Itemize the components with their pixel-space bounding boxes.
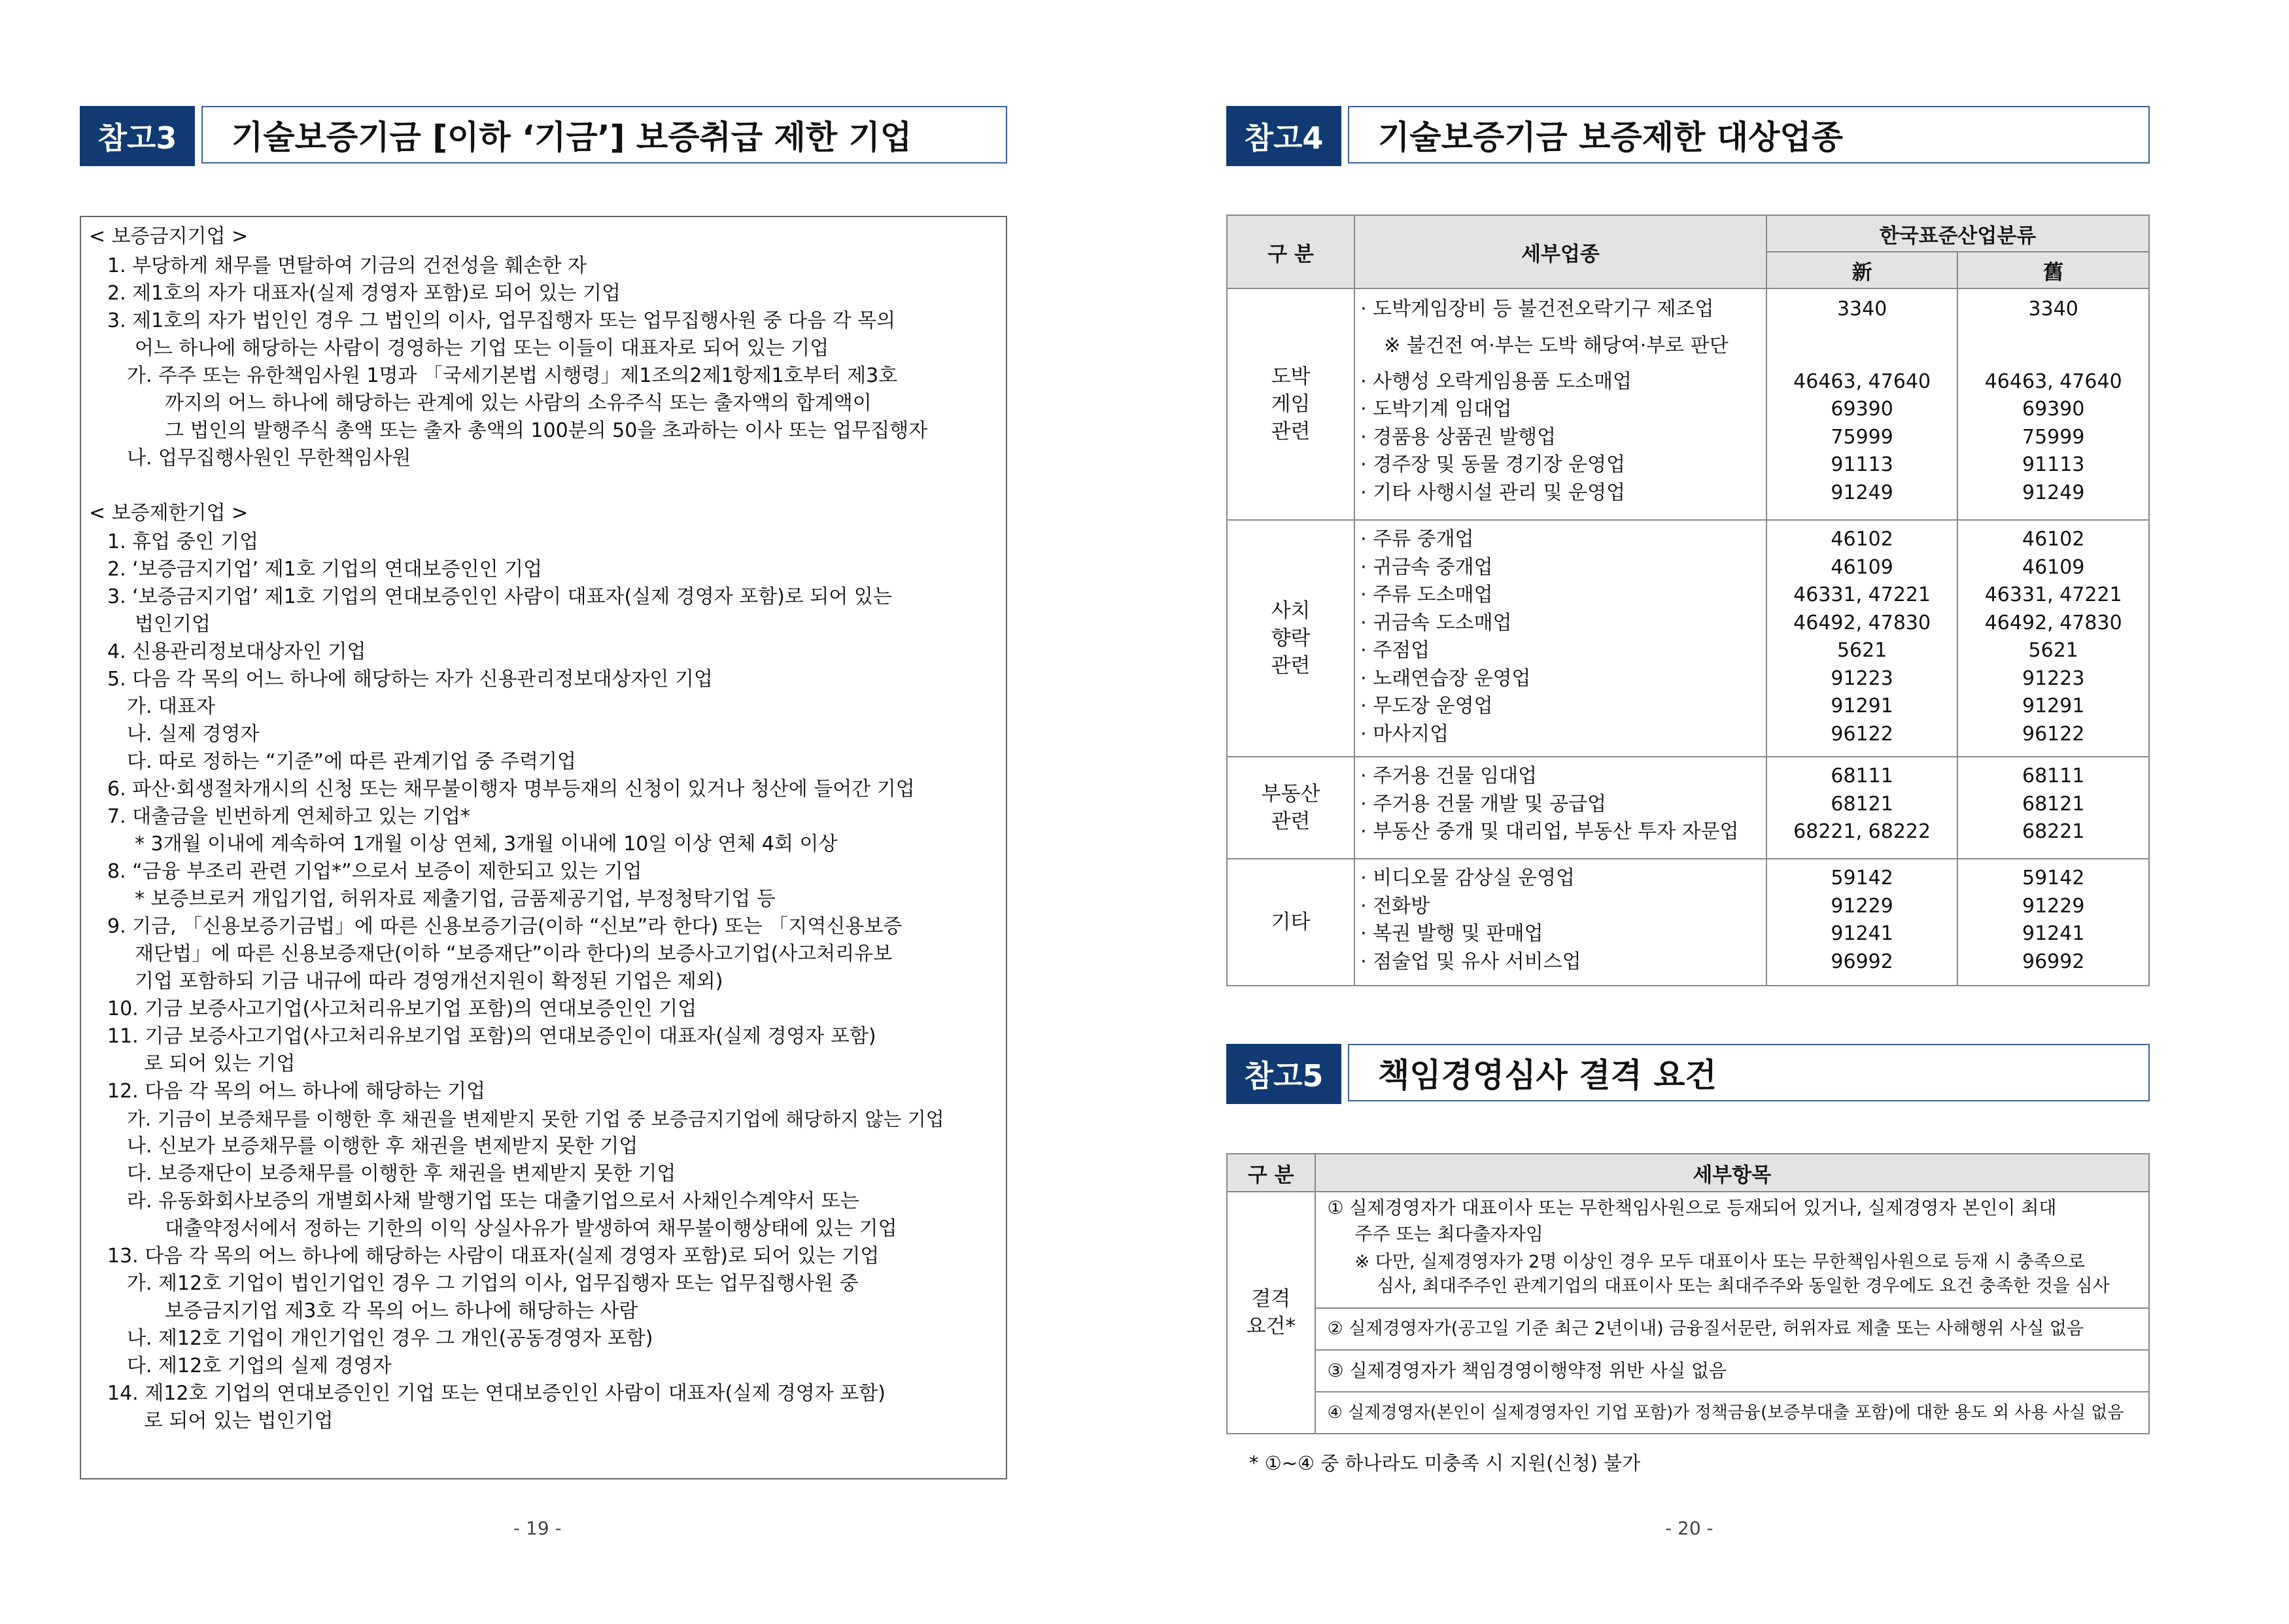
industry-note: ※ 불건전 여·부는 도박 해당여·부로 판단 <box>1384 334 1729 357</box>
code-old: 46109 <box>2022 555 2085 579</box>
code-old <box>1958 324 2148 368</box>
detail-cell <box>1354 757 1766 859</box>
category-other: 기타 <box>1227 859 1354 986</box>
list-item: 나. 제12호 기업이 개인기업인 경우 그 개인(공동경영자 포함) <box>127 1327 653 1350</box>
list-item: 2. ‘보증금지기업’ 제1호 기업의 연대보증인인 기업 <box>107 558 543 581</box>
detail-cell <box>1354 288 1766 520</box>
list-item: 4. 신용관리정보대상자인 기업 <box>107 640 366 663</box>
code-new: 96122 <box>1831 722 1893 746</box>
industry-item: · 복권 발행 및 판매업 <box>1360 922 1543 945</box>
code-new: 75999 <box>1831 425 1893 449</box>
code-old: 91229 <box>2022 894 2085 918</box>
section-header-ref3 <box>80 106 1007 166</box>
industry-item: · 노래연습장 운영업 <box>1360 666 1531 690</box>
criteria-note: ※ 다만, 실제경영자가 2명 이상인 경우 모두 대표이사 또는 무한책임사원으로 등재 시 충족으로 <box>1354 1252 2085 1272</box>
list-item: 로 되어 있는 기업 <box>144 1052 296 1075</box>
list-item: 기업 포함하되 기금 내규에 따라 경영개선지원이 확정된 기업은 제외) <box>135 970 723 993</box>
page-number: - 20 - <box>1665 1517 1713 1539</box>
code-new: 46492, 47830 <box>1793 611 1931 634</box>
code-old: 96992 <box>2022 950 2085 973</box>
code-new-cell <box>1766 520 1958 757</box>
code-old: 91249 <box>2022 481 2085 504</box>
list-item: 보증금지기업 제3호 각 목의 어느 하나에 해당하는 사람 <box>165 1300 638 1322</box>
criteria-item-4: ④ 실제경영자(본인이 실제경영자인 기업 포함)가 정책금융(보증부대출 포함)에 대한 용도 외 사용 사실 없음 <box>1315 1392 2149 1434</box>
header-category: 구 분 <box>1227 215 1354 288</box>
code-old: 46492, 47830 <box>1984 611 2122 634</box>
code-old-cell <box>1957 288 2149 520</box>
industry-item: · 주류 중개업 <box>1360 528 1474 551</box>
list-item: 8. “금융 부조리 관련 기업*”으로서 보증이 제한되고 있는 기업 <box>107 860 642 883</box>
industry-item: · 귀금속 도소매업 <box>1360 611 1512 634</box>
list-item: 나. 신보가 보증채무를 이행한 후 채권을 변제받지 못한 기업 <box>127 1135 638 1158</box>
section-header-ref4 <box>1226 106 2150 166</box>
list-item: 가. 제12호 기업이 법인기업인 경우 그 기업의 이사, 업무집행자 또는 업무집행사원 중 <box>127 1272 859 1295</box>
list-item: 14. 제12호 기업의 연대보증인인 기업 또는 연대보증인인 사람이 대표자(실제 경영자 포함) <box>107 1382 886 1405</box>
code-old: 68221 <box>2022 820 2085 843</box>
list-item: 3. 제1호의 자가 법인인 경우 그 법인의 이사, 업무집행자 또는 업무집행사원 중 다음 각 목의 <box>107 309 896 332</box>
list-item: 2. 제1호의 자가 대표자(실제 경영자 포함)로 되어 있는 기업 <box>107 282 621 305</box>
section-title: 기술보증기금 [이하 ‘기금’] 보증취급 제한 기업 <box>201 106 1007 164</box>
criteria-note: 심사, 최대주주인 관계기업의 대표이사 또는 최대주주와 동일한 경우에도 요건 충족한 것을 심사 <box>1377 1276 2110 1296</box>
code-old: 75999 <box>2022 425 2085 449</box>
list-item: 9. 기금, 「신용보증기금법」에 따른 신용보증기금(이하 “신보”라 한다) 또는 「지역신용보증 <box>107 915 903 938</box>
industry-item: · 주거용 건물 개발 및 공급업 <box>1360 792 1607 816</box>
list-item: 그 법인의 발행주식 총액 또는 출자 총액의 100분의 50을 초과하는 이사 또는 업무집행자 <box>165 419 928 442</box>
list-item: 로 되어 있는 법인기업 <box>144 1409 334 1432</box>
code-new: 46109 <box>1831 555 1893 579</box>
code-new: 91241 <box>1831 922 1893 945</box>
restriction-box <box>80 216 1007 1479</box>
group-heading: < 보증제한기업 > <box>89 502 249 525</box>
list-item: 7. 대출금을 빈번하게 연체하고 있는 기업* <box>107 805 470 828</box>
industry-item: · 점술업 및 유사 서비스업 <box>1360 950 1581 973</box>
page-20 <box>1144 0 2289 1624</box>
list-item: 11. 기금 보증사고기업(사고처리유보기업 포함)의 연대보증인이 대표자(실제 경영자 포함) <box>107 1025 876 1048</box>
section-label: 참고4 <box>1226 106 1341 166</box>
code-new: 68121 <box>1831 792 1893 816</box>
code-old: 59142 <box>2022 867 2085 890</box>
code-new <box>1767 324 1957 368</box>
industry-item: · 도박게임장비 등 불건전오락기구 제조업 <box>1360 298 1714 320</box>
code-new: 3340 <box>1836 298 1887 320</box>
section-title: 책임경영심사 결격 요건 <box>1348 1044 2150 1101</box>
industry-item: · 사행성 오락게임용품 도소매업 <box>1360 370 1632 393</box>
industry-item: · 부동산 중개 및 대리업, 부동산 투자 자문업 <box>1360 820 1739 843</box>
list-item: 라. 유동화회사보증의 개별회사채 발행기업 또는 대출기업으로서 사채인수계약서 또는 <box>127 1190 859 1213</box>
code-new: 68221, 68222 <box>1793 820 1931 843</box>
code-old: 91241 <box>2022 922 2085 945</box>
section-title: 기술보증기금 보증제한 대상업종 <box>1348 106 2150 164</box>
code-new: 91223 <box>1831 666 1893 690</box>
criteria-line: 주주 또는 최다출자자임 <box>1354 1223 1543 1245</box>
list-item: 재단법」에 따른 신용보증재단(이하 “보증재단”이라 한다)의 보증사고기업(사고처리유보 <box>135 942 893 965</box>
page-number: - 19 - <box>513 1517 562 1539</box>
list-item: 가. 주주 또는 유한책임사원 1명과 「국세기본법 시행령」제1조의2제1항제1호부터 제3호 <box>127 364 898 387</box>
list-item: 나. 실제 경영자 <box>127 723 260 746</box>
list-item: 1. 휴업 중인 기업 <box>107 530 259 553</box>
header-new: 新 <box>1766 252 1958 288</box>
disqualification-table <box>1226 1153 2150 1434</box>
list-item: 13. 다음 각 목의 어느 하나에 해당하는 사람이 대표자(실제 경영자 포함)로 되어 있는 기업 <box>107 1245 880 1268</box>
code-new: 46463, 47640 <box>1793 370 1931 393</box>
industry-item: · 비디오물 감상실 운영업 <box>1360 867 1575 890</box>
code-new: 91291 <box>1831 695 1893 717</box>
industry-item: · 주점업 <box>1360 639 1430 662</box>
list-item: 나. 업무집행사원인 무한책임사원 <box>127 447 411 470</box>
category-real-estate: 부동산 관련 <box>1227 757 1354 859</box>
list-item: 5. 다음 각 목의 어느 하나에 해당하는 자가 신용관리정보대상자인 기업 <box>107 668 713 691</box>
code-old: 5621 <box>2028 639 2078 662</box>
list-item: 다. 보증재단이 보증채무를 이행한 후 채권을 변제받지 못한 기업 <box>127 1162 676 1185</box>
industry-item: · 기타 사행시설 관리 및 운영업 <box>1360 481 1626 504</box>
section-header-ref5 <box>1226 1044 2150 1104</box>
list-item: 가. 기금이 보증채무를 이행한 후 채권을 변제받지 못한 기업 중 보증금지기업에 해당하지 않는 기업 <box>127 1108 944 1130</box>
criteria-item-2: ② 실제경영자가(공고일 기준 최근 2년이내) 금융질서문란, 허위자료 제출 또는 사해행위 사실 없음 <box>1315 1308 2149 1350</box>
industry-item: · 귀금속 중개업 <box>1360 555 1493 579</box>
list-item: * 보증브로커 개입기업, 허위자료 제출기업, 금품제공기업, 부정청탁기업 등 <box>135 888 776 910</box>
code-new: 5621 <box>1836 639 1887 662</box>
industry-item: · 주류 도소매업 <box>1360 583 1493 606</box>
industry-item: · 전화방 <box>1360 894 1430 918</box>
code-new: 91113 <box>1831 453 1893 476</box>
code-new-cell <box>1766 859 1958 986</box>
code-old: 46102 <box>2022 528 2085 551</box>
industry-item: · 마사지업 <box>1360 722 1449 746</box>
code-new: 46102 <box>1831 528 1893 551</box>
section-label: 참고5 <box>1226 1044 1341 1104</box>
restricted-industries-table <box>1226 215 2150 986</box>
section-label: 참고3 <box>80 106 195 166</box>
code-old: 91223 <box>2022 666 2085 690</box>
code-old: 3340 <box>2028 298 2078 320</box>
category-luxury: 사치 향락 관련 <box>1227 520 1354 757</box>
category-gambling: 도박 게임 관련 <box>1227 288 1354 520</box>
code-new: 91249 <box>1831 481 1893 504</box>
list-item: 법인기업 <box>135 613 211 636</box>
list-item: 다. 따로 정하는 “기준”에 따른 관계기업 중 주력기업 <box>127 750 576 773</box>
list-item: * 3개월 이내에 계속하여 1개월 이상 연체, 3개월 이내에 10일 이상 연체 4회 이상 <box>135 833 838 855</box>
code-old-cell <box>1957 520 2149 757</box>
code-old: 91113 <box>2022 453 2085 476</box>
list-item: 6. 파산·회생절차개시의 신청 또는 채무불이행자 명부등재의 신청이 있거나 청산에 들어간 기업 <box>107 778 915 801</box>
industry-item: · 무도장 운영업 <box>1360 695 1493 717</box>
list-item: 1. 부당하게 채무를 면탈하여 기금의 건전성을 훼손한 자 <box>107 254 587 277</box>
criteria-line: ① 실제경영자가 대표이사 또는 무한책임사원으로 등재되어 있거나, 실제경영자 본인이 최대 <box>1327 1197 2057 1218</box>
industry-item: · 도박기계 임대업 <box>1360 398 1512 421</box>
industry-item: · 주거용 건물 임대업 <box>1360 765 1538 787</box>
code-new-cell <box>1766 288 1958 520</box>
list-item: 까지의 어느 하나에 해당하는 관계에 있는 사람의 소유주식 또는 출자액의 합계액이 <box>165 392 872 415</box>
code-new: 46331, 47221 <box>1793 583 1931 606</box>
code-new: 96992 <box>1831 950 1893 973</box>
code-new-cell <box>1766 757 1958 859</box>
code-old-cell <box>1957 757 2149 859</box>
group-heading: < 보증금지기업 > <box>89 225 249 248</box>
code-new: 69390 <box>1831 398 1893 421</box>
header-category: 구 분 <box>1227 1154 1315 1192</box>
code-old: 69390 <box>2022 398 2085 421</box>
code-old: 96122 <box>2022 722 2085 746</box>
code-old: 68111 <box>2022 765 2085 787</box>
code-new: 59142 <box>1831 867 1893 890</box>
header-detail: 세부항목 <box>1315 1154 2149 1192</box>
code-old: 91291 <box>2022 695 2085 717</box>
list-item: 가. 대표자 <box>127 695 215 718</box>
list-item: 다. 제12호 기업의 실제 경영자 <box>127 1355 392 1377</box>
code-new: 68111 <box>1831 765 1893 787</box>
category-disqualification: 결격 요건* <box>1227 1192 1315 1434</box>
header-ksic: 한국표준산업분류 <box>1766 215 2149 252</box>
code-old: 46331, 47221 <box>1984 583 2122 606</box>
industry-item: · 경품용 상품권 발행업 <box>1360 425 1557 449</box>
list-item: 3. ‘보증금지기업’ 제1호 기업의 연대보증인인 사람이 대표자(실제 경영자 포함)로 되어 있는 <box>107 585 892 608</box>
list-item: 12. 다음 각 목의 어느 하나에 해당하는 기업 <box>107 1080 486 1103</box>
list-item: 대출약정서에서 정하는 기한의 이익 상실사유가 발생하여 채무불이행상태에 있는 기업 <box>165 1217 897 1240</box>
footnote: * ①~④ 중 하나라도 미충족 시 지원(신청) 불가 <box>1249 1452 1641 1474</box>
header-old: 舊 <box>1957 252 2149 288</box>
criteria-item-1 <box>1315 1192 2149 1308</box>
code-old: 46463, 47640 <box>1984 370 2122 393</box>
list-item: 어느 하나에 해당하는 사람이 경영하는 기업 또는 이들이 대표자로 되어 있는 기업 <box>135 337 829 360</box>
list-item: 10. 기금 보증사고기업(사고처리유보기업 포함)의 연대보증인인 기업 <box>107 997 697 1020</box>
code-old: 68121 <box>2022 792 2085 816</box>
detail-cell <box>1354 859 1766 986</box>
criteria-item-3: ③ 실제경영자가 책임경영이행약정 위반 사실 없음 <box>1315 1350 2149 1392</box>
code-new: 91229 <box>1831 894 1893 918</box>
code-old-cell <box>1957 859 2149 986</box>
page-19 <box>0 0 1144 1624</box>
detail-cell <box>1354 520 1766 757</box>
industry-item: · 경주장 및 동물 경기장 운영업 <box>1360 453 1626 476</box>
header-detail: 세부업종 <box>1354 215 1766 288</box>
